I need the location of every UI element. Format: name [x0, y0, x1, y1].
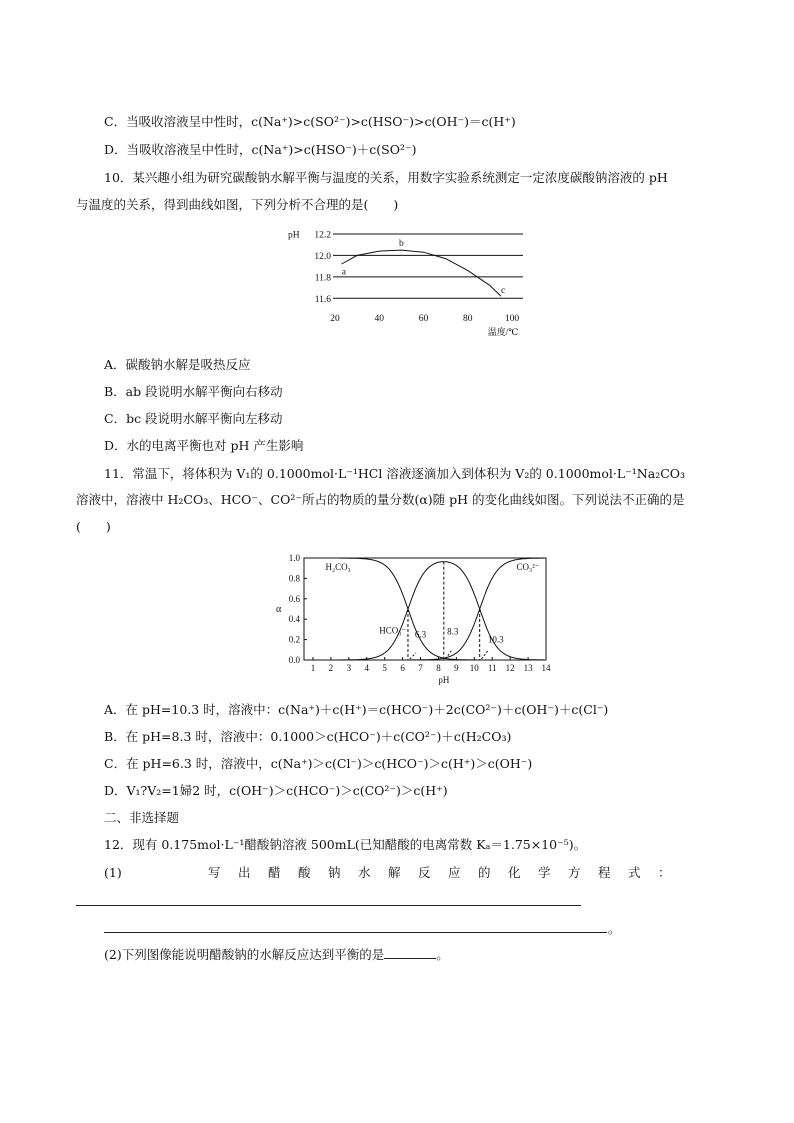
question-12-stem: 12．现有 0.175mol·L⁻¹醋酸钠溶液 500mL(已知醋酸的电离常数 Kₐ＝1.75×10⁻⁵)。 — [104, 837, 587, 852]
ph-temperature-chart — [280, 224, 540, 342]
x-tick-label: 60 — [418, 314, 429, 324]
species-label: H₂CO₃ — [325, 562, 351, 573]
y-tick-label: 11.8 — [314, 273, 331, 284]
question-12-part2-end: 。 — [436, 947, 449, 962]
x-tick-label: 5 — [382, 663, 387, 673]
y-axis-label: pH — [288, 230, 300, 241]
hco3-curve — [306, 562, 544, 660]
answer-line-2-end: 。 — [608, 921, 621, 936]
question-11-option-d: D．V₁?V₂=1婦2 时，c(OH⁻)＞c(HCO⁻)＞c(CO²⁻)＞c(H⁺) — [104, 783, 448, 798]
answer-blank-2[interactable] — [384, 946, 436, 959]
x-tick-label: 7 — [418, 663, 423, 673]
question-10-stem: 10．某兴趣小组为研究碳酸钠水解平衡与温度的关系，用数字实验系统测定一定浓度碳酸钠溶液的 pH — [104, 170, 668, 185]
question-10-stem-cont: 与温度的关系，得到曲线如图，下列分析不合理的是( ) — [76, 197, 399, 212]
leader-line — [446, 650, 452, 659]
y-tick-label: 12.2 — [314, 230, 331, 241]
x-tick-label: 8 — [436, 663, 441, 673]
x-tick-label: 6 — [400, 663, 405, 673]
question-10-option-a: A．碳酸钠水解是吸热反应 — [104, 357, 251, 372]
y-tick-label: 0.2 — [288, 634, 300, 645]
y-tick-label: 0.8 — [288, 573, 300, 584]
x-tick-label: 14 — [541, 663, 551, 673]
y-tick-label: 0.4 — [288, 614, 300, 625]
y-tick-label: 0.0 — [288, 655, 300, 665]
marked-value: 6.3 — [414, 629, 427, 640]
question-11-paren: ( ) — [76, 519, 111, 534]
x-tick-label: 9 — [454, 663, 459, 673]
x-tick-label: 40 — [374, 314, 384, 324]
question-12-part2-text: (2)下列图像能说明醋酸钠的水解反应达到平衡的是 — [104, 947, 385, 962]
option-d-prev: D．当吸收溶液呈中性时，c(Na⁺)>c(HSO⁻)＋c(SO²⁻) — [104, 142, 417, 157]
x-tick-label: 13 — [523, 663, 533, 673]
leader-line — [481, 650, 488, 659]
y-axis-label: α — [276, 604, 282, 615]
point-label-a: a — [341, 267, 346, 278]
option-c-prev: C．当吸收溶液呈中性时，c(Na⁺)>c(SO²⁻)>c(HSO⁻)>c(OH⁻)＝c(H⁺) — [104, 114, 516, 129]
h2co3-curve — [306, 558, 544, 660]
question-12-part1-number: (1) — [104, 865, 122, 880]
question-11-option-b: B．在 pH=8.3 时，溶液中：0.1000＞c(HCO⁻)＋c(CO²⁻)＋c(H₂CO₃) — [104, 729, 512, 744]
x-axis-label: 温度/℃ — [487, 327, 519, 337]
species-label: CO₃²⁻ — [516, 562, 540, 573]
x-tick-label: 100 — [504, 314, 520, 324]
question-12-part2 — [104, 946, 449, 964]
x-tick-label: 12 — [505, 663, 515, 673]
y-tick-label: 1.0 — [288, 553, 300, 563]
question-10-option-d: D．水的电离平衡也对 pH 产生影响 — [104, 438, 304, 453]
question-11-stem-cont: 溶液中，溶液中 H₂CO₃、HCO⁻、CO²⁻所占的物质的量分数(α)随 pH 的变化曲线如图。下列说法不正确的是 — [76, 492, 685, 507]
x-tick-label: 80 — [462, 314, 473, 324]
x-tick-label: 3 — [346, 663, 352, 673]
question-10-option-b: B．ab 段说明水解平衡向右移动 — [104, 384, 283, 399]
carbonate-distribution-chart — [268, 548, 558, 690]
x-axis-label: pH — [438, 675, 450, 685]
question-10-option-c: C．bc 段说明水解平衡向左移动 — [104, 411, 283, 426]
y-tick-label: 12.0 — [314, 251, 331, 262]
point-label-c: c — [500, 285, 506, 296]
marked-value: 10.3 — [487, 634, 504, 645]
species-label: HCO₃⁻ — [379, 625, 407, 636]
question-11-option-c: C．在 pH=6.3 时，溶液中，c(Na⁺)＞c(Cl⁻)＞c(HCO⁻)＞c(H⁺)＞c(OH⁻) — [104, 756, 533, 771]
x-tick-label: 11 — [487, 663, 497, 673]
x-tick-label: 4 — [364, 663, 369, 673]
x-tick-label: 20 — [330, 314, 340, 324]
y-tick-label: 11.6 — [314, 294, 331, 305]
ph-curve — [342, 250, 501, 296]
point-label-b: b — [398, 238, 404, 249]
answer-line-1[interactable] — [76, 905, 581, 906]
co3-curve — [306, 558, 544, 660]
marked-value: 8.3 — [447, 626, 459, 637]
answer-line-2[interactable] — [104, 932, 607, 933]
x-tick-label: 1 — [310, 663, 316, 673]
question-11-stem: 11．常温下，将体积为 V₁的 0.1000mol·L⁻¹HCl 溶液逐滴加入到体积为 V₂的 0.1000mol·L⁻¹Na₂CO₃ — [104, 466, 686, 481]
section-heading: 二、非选择题 — [104, 810, 180, 825]
x-tick-label: 10 — [469, 663, 479, 673]
y-tick-label: 0.6 — [288, 593, 300, 604]
x-tick-label: 2 — [328, 663, 334, 673]
leader-line — [410, 653, 416, 659]
question-12-part1-text: 写出醋酸钠水解反应的化学方程式： — [208, 865, 689, 880]
question-11-option-a: A．在 pH=10.3 时，溶液中：c(Na⁺)＋c(H⁺)＝c(HCO⁻)＋2c(CO²⁻)＋c(OH⁻)＋c(Cl⁻) — [104, 702, 609, 717]
plot-frame — [304, 558, 546, 660]
